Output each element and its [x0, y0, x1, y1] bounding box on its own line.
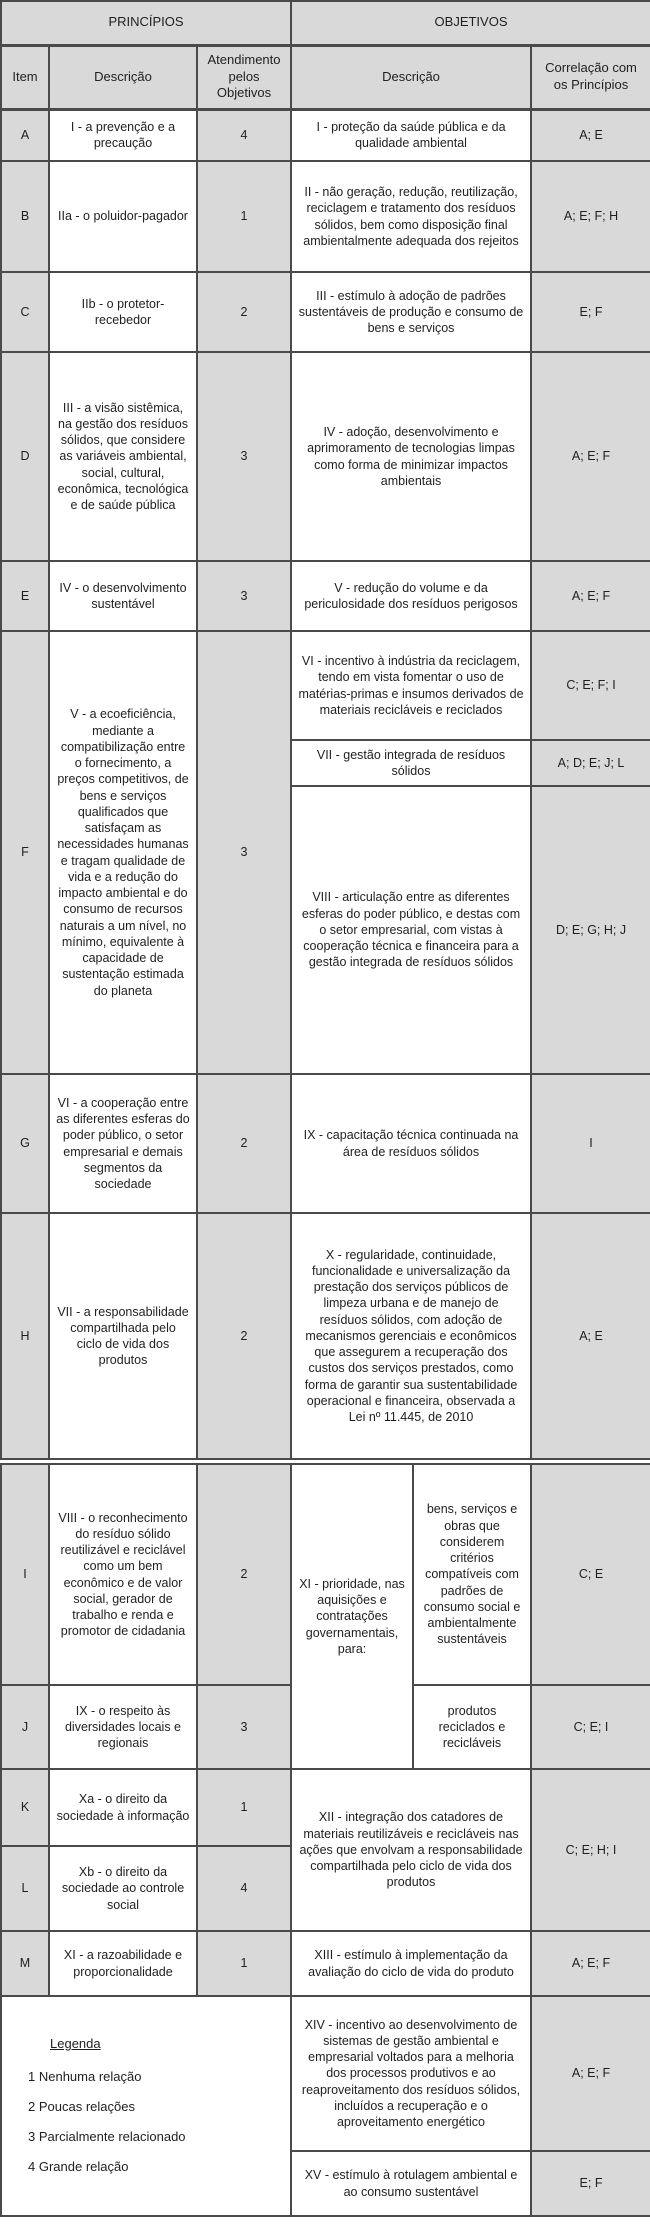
cell-d-item: D — [1, 352, 49, 561]
cell-k-descricao: Xa - o direito da sociedade à informação — [49, 1769, 197, 1846]
cell-m-item: M — [1, 1931, 49, 1996]
cell-e-atendimento: 3 — [197, 561, 291, 631]
cell-xv-correlacao: E; F — [531, 2151, 650, 2216]
cell-i-atendimento: 2 — [197, 1464, 291, 1685]
cell-h-correlacao: A; E — [531, 1213, 650, 1459]
table-row-xiv — [1, 1996, 650, 2151]
cell-g-item: G — [1, 1074, 49, 1213]
cell-j-item: J — [1, 1685, 49, 1769]
cell-i-descricao: VIII - o reconhecimento do resíduo sólido reutilizável e reciclável como um bem econômico e de valor social, gerador de trabalho e renda e promotor de cidadania — [49, 1464, 197, 1685]
cell-c-objetivo: III - estímulo à adoção de padrões sustentáveis de produção e consumo de bens e serviços — [291, 272, 531, 352]
cell-a-descricao: I - a prevenção e a precaução — [49, 109, 197, 161]
cell-objetivo-xi-sub-produtos: produtos reciclados e recicláveis — [413, 1685, 531, 1769]
cell-f-item: F — [1, 631, 49, 1074]
cell-m-descricao: XI - a razoabilidade e proporcionalidade — [49, 1931, 197, 1996]
cell-c-correlacao: E; F — [531, 272, 650, 352]
table-row-d — [1, 352, 650, 561]
table-row-e — [1, 561, 650, 631]
cell-i-correlacao: C; E — [531, 1464, 650, 1685]
cell-a-objetivo: I - proteção da saúde pública e da qualidade ambiental — [291, 109, 531, 161]
cell-f-objetivo-vi: VI - incentivo à indústria da reciclagem, tendo em vista fomentar o uso de matérias-primas e insumos derivados de materiais recicláveis e reciclados — [291, 631, 531, 740]
cell-l-descricao: Xb - o direito da sociedade ao controle social — [49, 1846, 197, 1931]
cell-l-item: L — [1, 1846, 49, 1931]
cell-d-objetivo: IV - adoção, desenvolvimento e aprimoramento de tecnologias limpas como forma de minimizar impactos ambientais — [291, 352, 531, 561]
cell-d-atendimento: 3 — [197, 352, 291, 561]
cell-d-correlacao: A; E; F — [531, 352, 650, 561]
table-row-g — [1, 1074, 650, 1213]
legend-item-3: 3 Parcialmente relacionado — [28, 2128, 186, 2144]
col-header-descricao-objetivos: Descrição — [291, 45, 531, 109]
table-row-h — [1, 1213, 650, 1459]
cell-objetivo-xiv: XIV - incentivo ao desenvolvimento de sistemas de gestão ambiental e empresarial voltados para a melhoria dos processos produtivos e ao reaproveitamento dos resíduos sólidos, incluídos a recuperação e o aproveitamento energético — [291, 1996, 531, 2151]
cell-g-objetivo: IX - capacitação técnica continuada na área de resíduos sólidos — [291, 1074, 531, 1213]
cell-c-descricao: IIb - o protetor-recebedor — [49, 272, 197, 352]
table-row-k — [1, 1769, 650, 1846]
cell-b-atendimento: 1 — [197, 161, 291, 272]
column-header-row — [1, 45, 650, 109]
cell-a-item: A — [1, 109, 49, 161]
col-header-atendimento: Atendimento pelos Objetivos — [197, 45, 291, 109]
cell-b-descricao: IIa - o poluidor-pagador — [49, 161, 197, 272]
cell-j-atendimento: 3 — [197, 1685, 291, 1769]
cell-f-objetivo-viii: VIII - articulação entre as diferentes esferas do poder público, e destas com o setor empresarial, com vistas à cooperação técnica e financeira para a gestão integrada de resíduos sólidos — [291, 786, 531, 1074]
cell-c-atendimento: 2 — [197, 272, 291, 352]
cell-f-descricao: V - a ecoeficiência, mediante a compatibilização entre o fornecimento, a preços competitivos, de bens e serviços qualificados que satisfaçam as necessidades humanas e tragam qualidade de vida e a redução do impacto ambiental e do consumo de recursos naturais a um nível, no mínimo, equivalente à capacidade de sustentação estimada do planeta — [49, 631, 197, 1074]
cell-j-descricao: IX - o respeito às diversidades locais e regionais — [49, 1685, 197, 1769]
cell-e-objetivo: V - redução do volume e da periculosidade dos resíduos perigosos — [291, 561, 531, 631]
cell-xiv-correlacao: A; E; F — [531, 1996, 650, 2151]
cell-f-objetivo-vii: VII - gestão integrada de resíduos sólidos — [291, 740, 531, 786]
cell-objetivo-xv: XV - estímulo à rotulagem ambiental e ao consumo sustentável — [291, 2151, 531, 2216]
legend-item-1: 1 Nenhuma relação — [28, 2069, 142, 2085]
legend-item-2: 2 Poucas relações — [28, 2099, 135, 2115]
cell-objetivo-xi-sub-bens: bens, serviços e obras que considerem critérios compatíveis com padrões de consumo social e ambientalmente sustentáveis — [413, 1464, 531, 1685]
cell-f-atendimento: 3 — [197, 631, 291, 1074]
legend — [1, 1996, 291, 2216]
cell-m-atendimento: 1 — [197, 1931, 291, 1996]
cell-f-correlacao-vii: A; D; E; J; L — [531, 740, 650, 786]
table-row-c — [1, 272, 650, 352]
cell-c-item: C — [1, 272, 49, 352]
cell-b-correlacao: A; E; F; H — [531, 161, 650, 272]
objetivos-group-header: OBJETIVOS — [291, 1, 650, 45]
table-row-b — [1, 161, 650, 272]
col-header-item: Item — [1, 45, 49, 109]
group-header-row — [1, 1, 650, 45]
cell-f-correlacao-vi: C; E; F; I — [531, 631, 650, 740]
cell-i-item: I — [1, 1464, 49, 1685]
cell-j-correlacao: C; E; I — [531, 1685, 650, 1769]
cell-d-descricao: III - a visão sistêmica, na gestão dos resíduos sólidos, que considere as variáveis ambiental, social, cultural, econômica, tecnológica e de saúde pública — [49, 352, 197, 561]
cell-e-correlacao: A; E; F — [531, 561, 650, 631]
cell-b-objetivo: II - não geração, redução, reutilização, reciclagem e tratamento dos resíduos sólidos, bem como disposição final ambientalmente adequada dos rejeitos — [291, 161, 531, 272]
cell-g-descricao: VI - a cooperação entre as diferentes esferas do poder público, o setor empresarial e demais segmentos da sociedade — [49, 1074, 197, 1213]
table-row-i — [1, 1464, 650, 1685]
table-row-a — [1, 109, 650, 161]
cell-l-atendimento: 4 — [197, 1846, 291, 1931]
cell-b-item: B — [1, 161, 49, 272]
cell-h-atendimento: 2 — [197, 1213, 291, 1459]
cell-a-correlacao: A; E — [531, 109, 650, 161]
cell-e-item: E — [1, 561, 49, 631]
cell-f-correlacao-viii: D; E; G; H; J — [531, 786, 650, 1074]
cell-k-atendimento: 1 — [197, 1769, 291, 1846]
principios-group-header: PRINCÍPIOS — [1, 1, 291, 45]
cell-objetivo-xi: XI - prioridade, nas aquisições e contratações governamentais, para: — [291, 1464, 413, 1769]
cell-k-item: K — [1, 1769, 49, 1846]
legend-title: Legenda — [50, 2036, 101, 2052]
cell-g-correlacao: I — [531, 1074, 650, 1213]
cell-objetivo-xiii: XIII - estímulo à implementação da avaliação do ciclo de vida do produto — [291, 1931, 531, 1996]
cell-h-objetivo: X - regularidade, continuidade, funcionalidade e universalização da prestação dos serviços públicos de limpeza urbana e de manejo de resíduos sólidos, com adoção de mecanismos gerenciais e econômicos que assegurem a recuperação dos custos dos serviços prestados, como forma de garantir sua sustentabilidade operacional e financeira, observada a Lei nº 11.445, de 2010 — [291, 1213, 531, 1459]
cell-e-descricao: IV - o desenvolvimento sustentável — [49, 561, 197, 631]
col-header-descricao-principios: Descrição — [49, 45, 197, 109]
cell-kl-correlacao: C; E; H; I — [531, 1769, 650, 1931]
legend-item-4: 4 Grande relação — [28, 2158, 129, 2174]
table-row-m — [1, 1931, 650, 1996]
principios-objetivos-table-part2 — [0, 1463, 650, 2217]
cell-a-atendimento: 4 — [197, 109, 291, 161]
cell-g-atendimento: 2 — [197, 1074, 291, 1213]
cell-m-correlacao: A; E; F — [531, 1931, 650, 1996]
table-row-f-obj-vi — [1, 631, 650, 740]
cell-objetivo-xii: XII - integração dos catadores de materiais reutilizáveis e recicláveis nas ações que envolvam a responsabilidade compartilhada pelo ciclo de vida dos produtos — [291, 1769, 531, 1931]
col-header-correlacao: Correlação com os Princípios — [531, 45, 650, 109]
cell-h-descricao: VII - a responsabilidade compartilhada pelo ciclo de vida dos produtos — [49, 1213, 197, 1459]
cell-h-item: H — [1, 1213, 49, 1459]
